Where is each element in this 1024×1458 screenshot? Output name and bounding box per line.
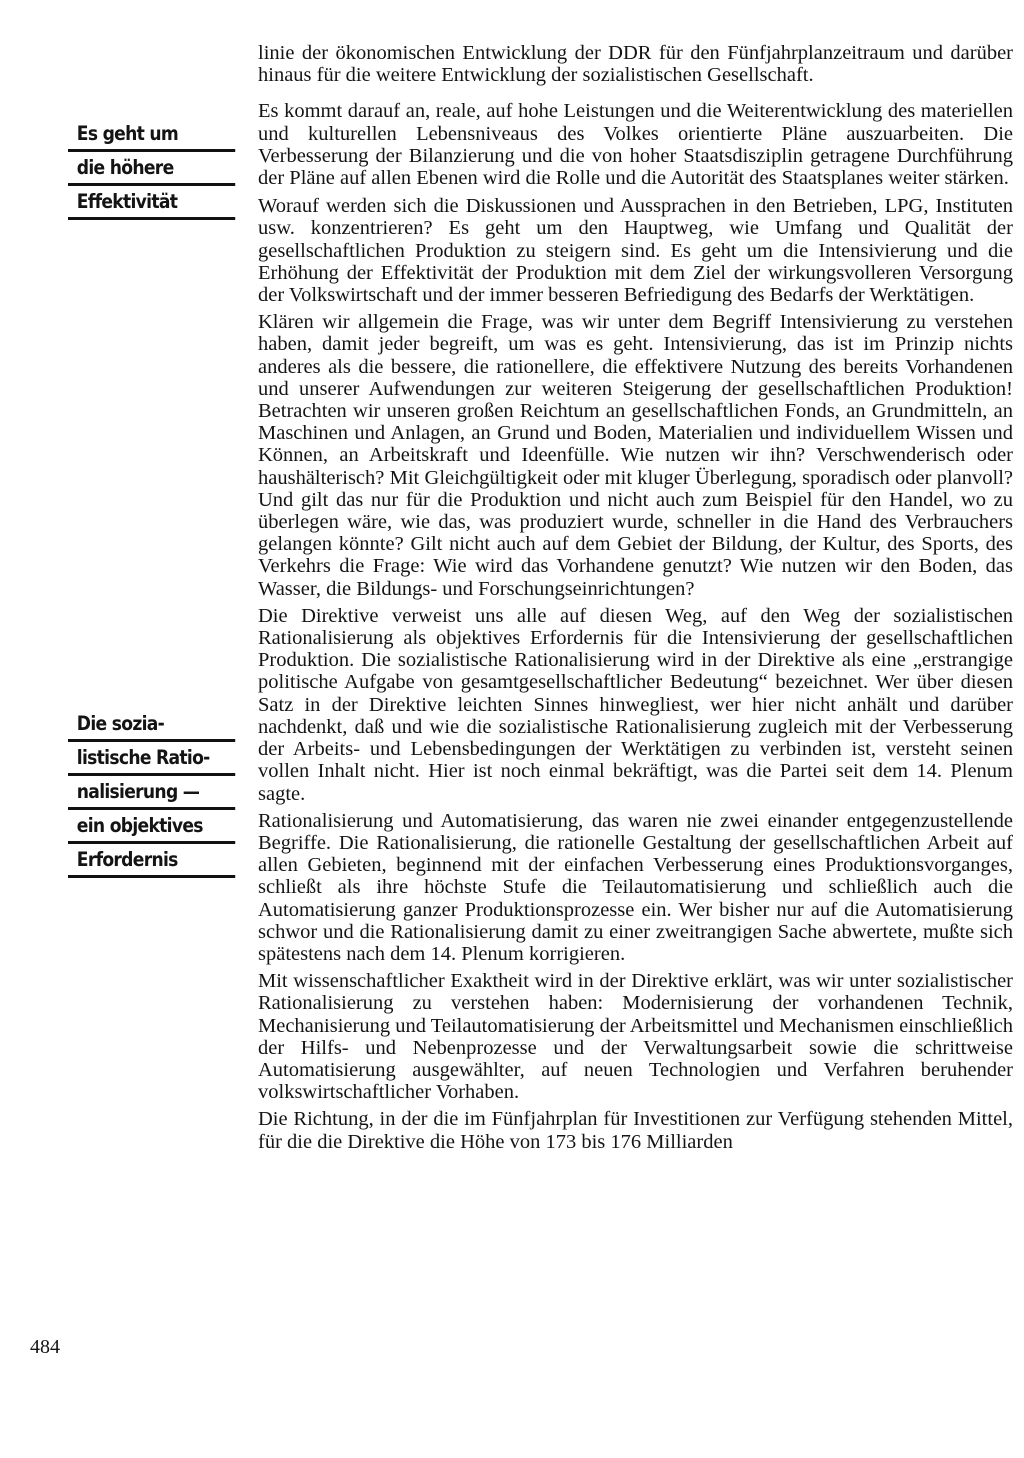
body-text — [258, 42, 1013, 1158]
margin-heading-line: Es geht um — [68, 118, 235, 152]
margin-heading-line: Effektivität — [68, 186, 235, 220]
paragraph: Die Richtung, in der die im Fünfjahrplan für Investitionen zur Verfügung stehenden Mittel, für die die Direktive die Höhe von 173 bis 176 Milliarden — [258, 1108, 1013, 1153]
margin-heading-line: Erfordernis — [68, 844, 235, 878]
margin-heading-rationalisierung — [68, 708, 235, 878]
margin-heading-line: ein objektives — [68, 810, 235, 844]
margin-heading-line: listische Ratio- — [68, 742, 235, 776]
margin-heading-line: Die sozia- — [68, 708, 235, 742]
page-number: 484 — [30, 1336, 60, 1358]
paragraph: Es kommt darauf an, reale, auf hohe Leistungen und die Weiterentwicklung des materiellen und kulturellen Lebensniveaus des Volkes orientierte Pläne auszuarbeiten. Die Verbesserung der Bilanzierung und die von hoher Staatsdisziplin getragene Durchführung der Pläne auf allen Ebenen wird die Rolle und die Autorität des Staatsplanes weiter stärken. — [258, 100, 1013, 190]
paragraph: Rationalisierung und Automatisierung, das waren nie zwei einander entgegenzustellende Begriffe. Die Rationalisierung, die rationelle Gestaltung der gesellschaftlichen Arbeit auf allen Gebieten, beginnend mit der einfachen Verbesserung eines Produktionsvorganges, schließt als ihre höchste Stufe die Teilautomatisierung und schließlich auch die Automatisierung ganzer Produktionsprozesse ein. Wer bisher nur auf die Automatisierung schwor und die Rationalisierung damit zu einer zweitrangigen Sache abwertete, mußte sich spätestens nach dem 14. Plenum korrigieren. — [258, 809, 1013, 965]
margin-heading-effektivitaet — [68, 118, 235, 220]
paragraph: Worauf werden sich die Diskussionen und Aussprachen in den Betrieben, LPG, Instituten usw. konzentrieren? Es geht um den Hauptweg, wie Umfang und Qualität der gesellschaftlichen Produktion zu steigern sind. Es geht um die Intensivierung und die Erhöhung der Effektivität der Produktion mit dem Ziel der wirkungsvolleren Versorgung der Volkswirtschaft und der immer besseren Befriedigung des Bedarfs der Werktätigen. — [258, 195, 1013, 307]
paragraph: Mit wissenschaftlicher Exaktheit wird in der Direktive erklärt, was wir unter sozialistischer Rationalisierung zu verstehen haben: Modernisierung der vorhandenen Technik, Mechanisierung und Teilautomatisierung der Arbeitsmittel und Mechanismen einschließlich der Hilfs- und Nebenprozesse und der Verwaltungsarbeit sowie die schrittweise Automatisierung ausgewählter, auf neuen Technologien und Verfahren beruhender volkswirtschaftlicher Vorhaben. — [258, 970, 1013, 1104]
paragraph: linie der ökonomischen Entwicklung der DDR für den Fünfjahrplanzeitraum und darüber hinaus für die weitere Entwicklung der sozialistischen Gesellschaft. — [258, 42, 1013, 87]
margin-heading-line: die höhere — [68, 152, 235, 186]
margin-heading-line: nalisierung — — [68, 776, 235, 810]
paragraph: Die Direktive verweist uns alle auf diesen Weg, auf den Weg der sozialistischen Rationalisierung als objektives Erfordernis für die Intensivierung der gesellschaftlichen Produktion. Die sozialistische Rationalisierung wird in der Direktive als eine „erstrangige politische Aufgabe von gesamtgesellschaftlicher Bedeutung“ bezeichnet. Wer über diesen Satz in der Direktive leichten Sinnes hinwegliest, wer hier nicht anhält und darüber nachdenkt, daß und wie die sozialistische Rationalisierung zugleich mit der Verbesserung der Arbeits- und Lebensbedingungen der Werktätigen zu verbinden ist, versteht seinen vollen Inhalt nicht. Hier ist noch einmal bekräftigt, was die Partei seit dem 14. Plenum sagte. — [258, 604, 1013, 805]
paragraph: Klären wir allgemein die Frage, was wir unter dem Begriff Intensivierung zu verstehen haben, damit jeder begreift, um was es geht. Intensivierung, das ist im Prinzip nichts anderes als die bessere, die rationellere, die effektivere Nutzung des bereits Vorhandenen und unserer Aufwendungen zur weiteren Steigerung der gesellschaftlichen Produktion! Betrachten wir unseren großen Reichtum an gesellschaftlichen Fonds, an Grundmitteln, an Maschinen und Anlagen, an Grund und Boden, Materialien und individuellem Wissen und Können, an Arbeitskraft und Ideenfülle. Wie nutzen wir ihn? Verschwenderisch oder haushälterisch? Mit Gleichgültigkeit oder mit kluger Überlegung, sporadisch oder planvoll? Und gilt das nur für die Produktion und nicht auch zum Beispiel für den Handel, wo zu überlegen wäre, wie das, was produziert wurde, schneller in die Hand des Verbrauchers gelangen könnte? Gilt nicht auch auf dem Gebiet der Bildung, der Kultur, des Sports, des Verkehrs die Frage: Wie wird das Vorhandene genutzt? Wie nutzen wir den Boden, das Wasser, die Bildungs- und Forschungseinrichtungen? — [258, 311, 1013, 600]
